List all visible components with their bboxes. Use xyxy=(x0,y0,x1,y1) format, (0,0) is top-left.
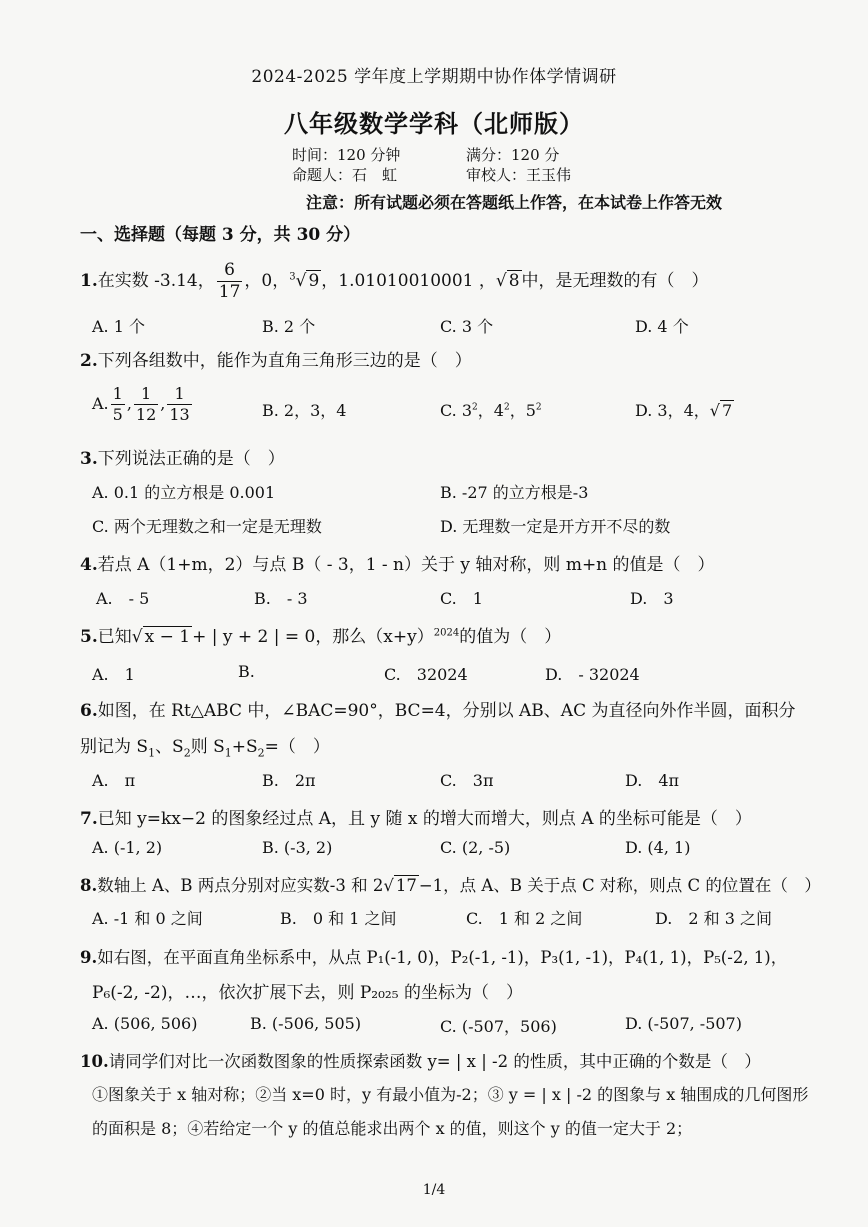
question-text: + | y + 2 | = 0 xyxy=(192,627,316,647)
question-number: 3. xyxy=(80,449,98,469)
question-text: −1，点 A、B 关于点 C 对称，则点 C 的位置在（ ） xyxy=(418,876,821,895)
option-a: A. -1 和 0 之间 xyxy=(92,909,203,928)
question-3 xyxy=(80,444,285,469)
option-d xyxy=(635,398,734,421)
subscript: 1 xyxy=(148,746,156,760)
option-c: C. 3 个 xyxy=(440,317,494,336)
radical-sign: √ xyxy=(295,271,307,291)
option-c: C. (2, -5) xyxy=(440,838,511,857)
exponent: 2 xyxy=(503,402,510,413)
question-1 xyxy=(80,262,709,301)
exam-time: 时间：120 分钟 xyxy=(292,146,401,164)
question-9 xyxy=(80,944,787,968)
option-d: D. 无理数一定是开方开不尽的数 xyxy=(440,517,671,536)
question-text: 下列各组数中，能作为直角三角形三边的是（ ） xyxy=(97,351,472,371)
option-b: B. - 3 xyxy=(254,589,308,608)
question-10-statements: ①图象关于 x 轴对称；②当 x=0 时，y 有最小值为-2；③ y = | x | -2 的图象与 x 轴围成的几何图形的面积是 8；④若给定一个 y 的值总能求出两个 x 的值，则这个 y 的值一定大于 2； xyxy=(92,1085,809,1138)
option-c: C. 1 和 2 之间 xyxy=(466,909,583,928)
question-text: 在实数 -3.14， xyxy=(97,271,215,291)
option-a: A. - 5 xyxy=(96,589,150,608)
subscript: 1 xyxy=(224,746,232,760)
radicand: 7 xyxy=(722,401,733,420)
option-label: A. xyxy=(92,394,109,413)
option-b: B. (-3, 2) xyxy=(262,838,333,857)
option-b: B. 2π xyxy=(262,771,316,790)
fraction xyxy=(134,386,158,423)
question-text: 别记为 S xyxy=(80,737,149,757)
page-number: 1/4 xyxy=(422,1182,446,1198)
question-text: ，那么（x+y） xyxy=(315,627,434,647)
option-a: A. (506, 506) xyxy=(92,1014,198,1033)
question-7 xyxy=(80,804,752,829)
question-text: 、S xyxy=(155,737,184,757)
fraction xyxy=(167,386,191,423)
question-number: 5. xyxy=(80,627,98,647)
option-b: B. 0 和 1 之间 xyxy=(280,909,397,928)
option-b: B. -27 的立方根是-3 xyxy=(440,483,589,502)
question-8 xyxy=(80,872,821,896)
question-number: 10. xyxy=(80,1052,109,1071)
option-c xyxy=(440,398,542,421)
question-text: ，0， xyxy=(244,271,290,291)
question-5 xyxy=(80,622,561,647)
fraction-numerator: 1 xyxy=(112,384,123,403)
question-text: 请同学们对比一次函数图象的性质探索函数 y= | x | -2 的性质，其中正确的个数是（ ） xyxy=(108,1052,761,1071)
question-text: 的值为（ ） xyxy=(459,627,562,647)
question-text: 若点 A（1+m，2）与点 B（ - 3，1 - n）关于 y 轴对称，则 m+n 的值是（ ） xyxy=(97,555,715,575)
fraction-denominator: 12 xyxy=(135,405,157,424)
radicand: 17 xyxy=(395,876,417,895)
section-heading: 一、选择题（每题 3 分，共 30 分） xyxy=(80,225,361,245)
radicand: x − 1 xyxy=(144,627,191,647)
exponent: 2 xyxy=(472,402,478,413)
option-b: B. (-506, 505) xyxy=(250,1014,362,1033)
option-b: B. 2，3，4 xyxy=(262,401,347,420)
question-text: =（ ） xyxy=(264,737,330,757)
option-c: C. 3π xyxy=(440,771,494,790)
option-d: D. (4, 1) xyxy=(625,838,691,857)
exam-notice: 注意：所有试题必须在答题纸上作答，在本试卷上作答无效 xyxy=(305,193,722,212)
radicand: 8 xyxy=(508,271,520,291)
question-text: ，1.01010010001 ， xyxy=(321,271,496,291)
option-b: B. 2 个 xyxy=(262,317,316,336)
option-c: C. (-507，506) xyxy=(440,1017,557,1036)
question-text: 则 S xyxy=(190,737,225,757)
option-b: B. xyxy=(238,662,255,681)
fraction xyxy=(111,386,125,423)
option-d: D. - 32024 xyxy=(545,665,640,684)
option-d: D. 4 个 xyxy=(635,317,689,336)
exam-reviewer: 审校人：王玉伟 xyxy=(466,166,572,184)
fraction-numerator: 6 xyxy=(217,262,243,282)
exponent: 2024 xyxy=(433,627,460,639)
question-text: 如图，在 Rt△ABC 中，∠BAC=90°，BC=4，分别以 AB、AC 为直径向外作半圆，面积分 xyxy=(97,701,796,721)
exam-title: 八年级数学学科（北师版） xyxy=(284,109,584,138)
option-c: C. 32024 xyxy=(384,665,468,684)
question-text: 已知 xyxy=(97,627,132,647)
radical-sign: √ xyxy=(495,271,507,291)
option-a: A. (-1, 2) xyxy=(92,838,163,857)
question-number: 2. xyxy=(80,351,98,371)
question-number: 1. xyxy=(80,271,98,291)
fraction-numerator: 1 xyxy=(167,386,191,405)
option-a: A. $\frac{1}{5}$ , $\frac{1}{12}$ , $\frac{1}{13}$ xyxy=(92,384,190,424)
option-d: D. 2 和 3 之间 xyxy=(655,909,772,928)
question-number: 8. xyxy=(80,876,98,895)
fraction-denominator: 13 xyxy=(169,405,190,424)
question-4 xyxy=(80,550,715,575)
exam-author: 命题人：石 虹 xyxy=(292,166,398,184)
option-text: ，5 xyxy=(509,401,536,420)
question-9-line-2: P₆(-2, -2)，…，依次扩展下去，则 P₂₀₂₅ 的坐标为（ ） xyxy=(92,983,523,1003)
question-6-line-2 xyxy=(80,732,330,759)
question-text: +S xyxy=(231,737,258,757)
subscript: 2 xyxy=(257,746,265,760)
question-text: 下列说法正确的是（ ） xyxy=(97,449,285,469)
option-text: ，4 xyxy=(477,401,504,420)
question-number: 7. xyxy=(80,809,98,829)
question-text: 如右图，在平面直角坐标系中，从点 P₁(-1, 0)，P₂(-1, -1)，P₃(1, -1)，P₄(1, 1)，P₅(-2, 1)， xyxy=(97,948,788,967)
option-a: A. 1 xyxy=(92,665,135,684)
question-6 xyxy=(80,696,796,721)
question-text: 数轴上 A、B 两点分别对应实数-3 和 2 xyxy=(97,876,384,895)
option-d: D. (-507, -507) xyxy=(625,1014,742,1033)
option-d: D. 3 xyxy=(630,589,674,608)
fraction-numerator: 1 xyxy=(134,386,158,405)
exam-header-line: 2024-2025 学年度上学期期中协作体学情调研 xyxy=(251,67,617,87)
subscript: 2 xyxy=(183,746,191,760)
option-text: D. 3，4， xyxy=(635,401,710,420)
radical-sign: √ xyxy=(709,401,720,420)
option-a: A. 0.1 的立方根是 0.001 xyxy=(92,483,276,502)
radicand: 9 xyxy=(308,271,320,291)
question-number: 4. xyxy=(80,555,98,575)
radical-sign: √ xyxy=(383,876,394,895)
root-index: 3 xyxy=(289,271,296,283)
option-d: D. 4π xyxy=(625,771,680,790)
question-number: 9. xyxy=(80,948,98,967)
option-a: A. 1 个 xyxy=(92,317,145,336)
exam-score: 满分：120 分 xyxy=(466,146,560,164)
question-text: 已知 y=kx−2 的图象经过点 A，且 y 随 x 的增大而增大，则点 A 的坐标可能是（ ） xyxy=(97,809,752,829)
question-text: 中，是无理数的有（ ） xyxy=(521,271,709,291)
option-a: A. π xyxy=(92,771,136,790)
fraction xyxy=(217,262,243,301)
question-10 xyxy=(80,1048,761,1072)
question-number: 6. xyxy=(80,701,98,721)
option-text: C. 3 xyxy=(440,401,473,420)
fraction-denominator: 5 xyxy=(112,405,123,424)
option-c: C. 1 xyxy=(440,589,483,608)
fraction-denominator: 17 xyxy=(218,282,241,302)
exponent: 2 xyxy=(535,402,542,413)
option-c: C. 两个无理数之和一定是无理数 xyxy=(92,517,322,536)
radical-sign: √ xyxy=(131,627,143,647)
question-2 xyxy=(80,346,472,371)
